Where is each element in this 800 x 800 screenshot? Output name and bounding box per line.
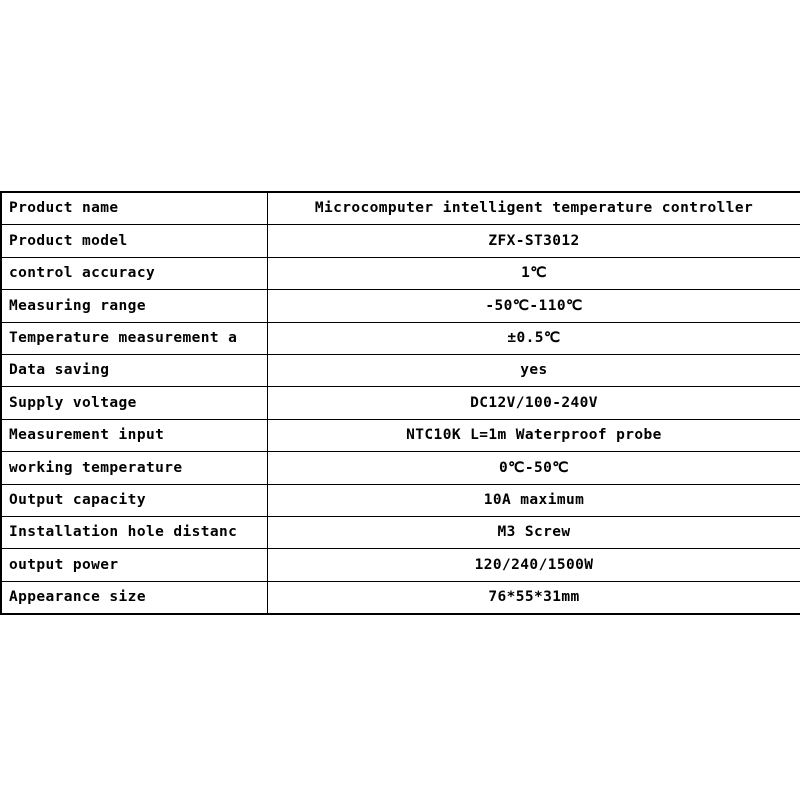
- spec-value: yes: [268, 354, 800, 386]
- spec-value: Microcomputer intelligent temperature controller: [268, 192, 800, 225]
- table-row: [1, 225, 800, 257]
- table-row: [1, 419, 800, 451]
- table-row: [1, 452, 800, 484]
- table-row: [1, 549, 800, 581]
- spec-value: 0℃-50℃: [268, 452, 800, 484]
- spec-table: [0, 191, 800, 615]
- spec-value: ZFX-ST3012: [268, 225, 800, 257]
- spec-value: -50℃-110℃: [268, 290, 800, 322]
- spec-value: M3 Screw: [268, 516, 800, 548]
- spec-label: Installation hole distanc: [1, 516, 268, 548]
- spec-value: ±0.5℃: [268, 322, 800, 354]
- spec-label: control accuracy: [1, 257, 268, 289]
- spec-label: Measurement input: [1, 419, 268, 451]
- spec-label: Measuring range: [1, 290, 268, 322]
- spec-label: Output capacity: [1, 484, 268, 516]
- spec-label: Product model: [1, 225, 268, 257]
- spec-value: 10A maximum: [268, 484, 800, 516]
- spec-label: output power: [1, 549, 268, 581]
- table-row: [1, 192, 800, 225]
- table-row: [1, 290, 800, 322]
- spec-value: NTC10K L=1m Waterproof probe: [268, 419, 800, 451]
- table-row: [1, 484, 800, 516]
- table-row: [1, 257, 800, 289]
- spec-value: 120/240/1500W: [268, 549, 800, 581]
- spec-label: Data saving: [1, 354, 268, 386]
- table-row: [1, 354, 800, 386]
- table-row: [1, 516, 800, 548]
- spec-label: Temperature measurement a: [1, 322, 268, 354]
- spec-value: DC12V/100-240V: [268, 387, 800, 419]
- spec-value: 1℃: [268, 257, 800, 289]
- spec-label: working temperature: [1, 452, 268, 484]
- table-row: [1, 581, 800, 614]
- spec-table-body: [1, 192, 800, 614]
- spec-label: Supply voltage: [1, 387, 268, 419]
- spec-label: Product name: [1, 192, 268, 225]
- spec-value: 76*55*31mm: [268, 581, 800, 614]
- table-row: [1, 387, 800, 419]
- table-row: [1, 322, 800, 354]
- spec-label: Appearance size: [1, 581, 268, 614]
